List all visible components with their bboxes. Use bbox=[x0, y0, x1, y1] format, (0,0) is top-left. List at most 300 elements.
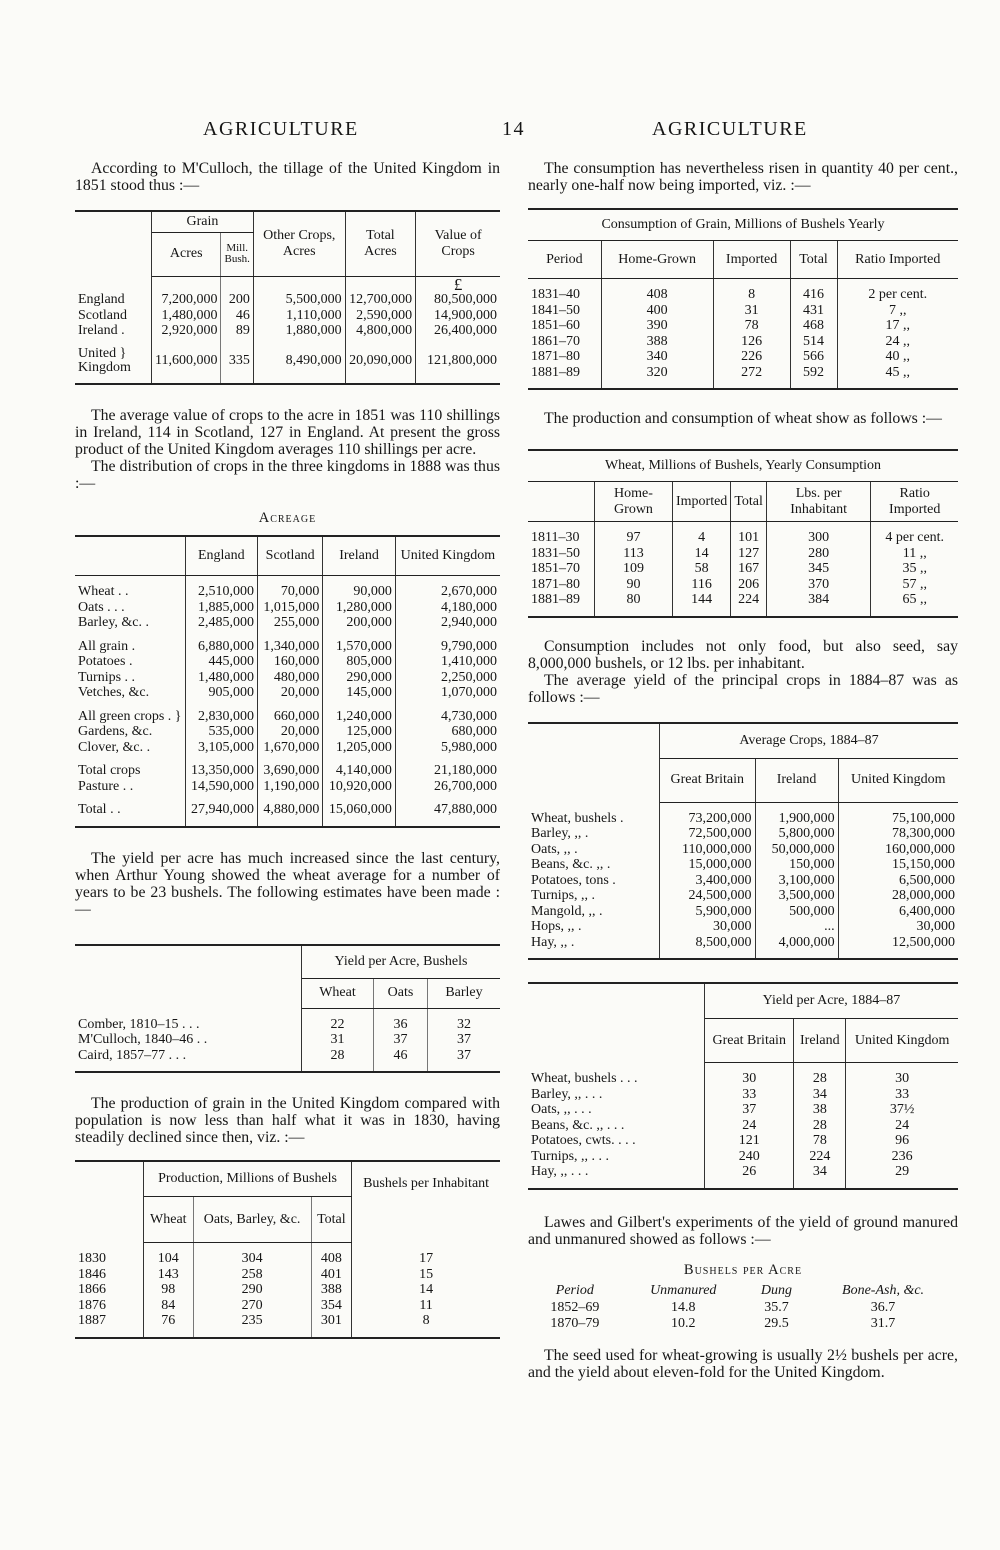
acreage-value: 4,180,000 bbox=[441, 599, 497, 615]
average-crops-value: 3,400,000 bbox=[660, 873, 756, 889]
wheat-row bbox=[528, 530, 958, 546]
tillage-uk-row: United } Kingdom 11,600,000 335 8,490,000 20,090,000 121,800,000 bbox=[75, 347, 500, 375]
acreage-value: 2,940,000 bbox=[441, 615, 497, 630]
wheat-value: 65 ,, bbox=[902, 592, 927, 607]
lawes-value: 10.2 bbox=[671, 1315, 696, 1331]
row-label: Caird, 1857–77 . . . bbox=[75, 1048, 302, 1064]
uk-value: 121,800,000 bbox=[427, 352, 497, 368]
consumption-value: 45 ,, bbox=[885, 364, 910, 380]
acreage-value: 535,000 bbox=[185, 724, 258, 740]
acreage-value: 1,340,000 bbox=[258, 639, 323, 655]
wheat-value: 90 bbox=[595, 577, 673, 593]
year-cell: 1887 bbox=[75, 1313, 144, 1329]
acreage-header-scotland: Scotland bbox=[258, 536, 323, 576]
production-value: 408 bbox=[311, 1251, 352, 1267]
period-cell: 1871–80 bbox=[528, 577, 595, 593]
running-header-right: AGRICULTURE bbox=[652, 118, 808, 140]
acreage-value: 905,000 bbox=[185, 685, 258, 701]
average-crops-value: 28,000,000 bbox=[892, 888, 955, 903]
mill-bush-cell: 46 bbox=[221, 308, 253, 324]
uk-label-2: Kingdom bbox=[78, 359, 131, 375]
production-value: 98 bbox=[144, 1282, 194, 1298]
production-value: 304 bbox=[193, 1251, 311, 1267]
average-crops-row bbox=[528, 888, 958, 904]
yield-acre-value: 28 bbox=[794, 1071, 846, 1087]
row-label: Beans, &c. ,, . . . bbox=[528, 1118, 705, 1134]
yield-acre-value: 34 bbox=[794, 1087, 846, 1103]
production-value: 235 bbox=[193, 1313, 311, 1329]
production-row bbox=[75, 1298, 500, 1314]
acreage-value: 4,880,000 bbox=[258, 802, 323, 818]
yield-value: 32 bbox=[456, 1016, 471, 1032]
wheat-row bbox=[528, 577, 958, 593]
other-crops-header: Other Crops, Acres bbox=[253, 211, 345, 276]
lawes-value: 31.7 bbox=[870, 1315, 896, 1331]
wheat-value: 4 bbox=[672, 530, 730, 546]
yield-acre-table bbox=[528, 982, 958, 1190]
row-label: Potatoes . bbox=[75, 654, 185, 670]
row-label: Potatoes, tons . bbox=[528, 873, 660, 889]
acreage-value: 20,000 bbox=[258, 685, 323, 701]
acreage-value: 2,510,000 bbox=[185, 584, 258, 600]
acreage-row bbox=[75, 763, 500, 779]
yield-acre-value: 29 bbox=[895, 1164, 910, 1179]
consumption-header-ratio: Ratio Imported bbox=[837, 241, 958, 279]
lawes-row bbox=[528, 1316, 958, 1332]
wheat-value: 280 bbox=[766, 546, 871, 562]
acreage-value: 4,730,000 bbox=[441, 708, 497, 724]
row-label: Hay, ,, . . . bbox=[528, 1164, 705, 1180]
average-yield-paragraph: The average yield of the principal crops in 1884–87 was as follows :— bbox=[528, 671, 958, 706]
consumption-value: 78 bbox=[713, 318, 790, 334]
average-crops-row bbox=[528, 826, 958, 842]
consumption-header-home: Home-Grown bbox=[601, 241, 713, 279]
lawes-header-unmanured: Unmanured bbox=[650, 1282, 717, 1298]
average-crops-value: 75,100,000 bbox=[892, 810, 955, 826]
consumption-value: 400 bbox=[601, 303, 713, 319]
production-value: 401 bbox=[311, 1267, 352, 1283]
average-crops-value: 3,500,000 bbox=[755, 888, 838, 904]
consumption-value: 126 bbox=[713, 334, 790, 350]
acreage-header-uk: United Kingdom bbox=[395, 536, 500, 576]
yield-acre-row bbox=[528, 1071, 958, 1087]
average-crops-value: 1,900,000 bbox=[755, 811, 838, 827]
row-label: All grain . bbox=[75, 639, 185, 655]
yield-acre-row bbox=[528, 1102, 958, 1118]
wheat-value: 14 bbox=[672, 546, 730, 562]
average-crops-value: 4,000,000 bbox=[755, 935, 838, 951]
row-label: Barley, ,, . . . bbox=[528, 1087, 705, 1103]
consumption-table bbox=[528, 208, 958, 390]
mill-bush-cell: 200 bbox=[221, 292, 253, 308]
average-crops-value: 6,400,000 bbox=[899, 903, 955, 919]
average-crops-row bbox=[528, 873, 958, 889]
yield-acre-header-gb: Great Britain bbox=[705, 1019, 794, 1063]
bushels-per-inhabitant-header: Bushels per Inhabitant bbox=[363, 1176, 490, 1191]
acreage-row bbox=[75, 584, 500, 600]
value-header: Value of Crops bbox=[416, 211, 500, 276]
tillage-row bbox=[75, 308, 500, 324]
mill-bush-header: Mill. Bush. bbox=[221, 232, 253, 276]
yield-value: 37 bbox=[456, 1047, 471, 1063]
acreage-value: 255,000 bbox=[258, 615, 323, 631]
production-row bbox=[75, 1313, 500, 1329]
yield-estimate-row bbox=[75, 1048, 500, 1064]
acreage-value: 125,000 bbox=[323, 724, 396, 740]
wheat-value: 101 bbox=[731, 530, 767, 546]
value-cell: 14,900,000 bbox=[434, 307, 497, 323]
acreage-value: 3,105,000 bbox=[185, 740, 258, 756]
consumption-row bbox=[528, 287, 958, 303]
production-value: 104 bbox=[144, 1251, 194, 1267]
production-table bbox=[75, 1160, 500, 1339]
total-acres-cell: 2,590,000 bbox=[345, 308, 416, 324]
consumption-value: 416 bbox=[790, 287, 837, 303]
wheat-header-home: Home-Grown bbox=[595, 482, 673, 522]
yield-acre-row bbox=[528, 1118, 958, 1134]
acreage-value: 160,000 bbox=[258, 654, 323, 670]
row-label: Turnips, ,, . . . bbox=[528, 1149, 705, 1165]
yield-acre-value: 96 bbox=[895, 1133, 910, 1148]
acreage-value: 6,880,000 bbox=[185, 639, 258, 655]
yield-acre-value: 37½ bbox=[889, 1102, 915, 1117]
acreage-value: 15,060,000 bbox=[323, 802, 396, 818]
yield-value: 36 bbox=[373, 1017, 427, 1033]
tillage-row bbox=[75, 323, 500, 339]
other-crops-cell: 1,110,000 bbox=[253, 308, 345, 324]
row-label: Total . . bbox=[75, 802, 185, 818]
acreage-row bbox=[75, 615, 500, 631]
total-acres-cell: 4,800,000 bbox=[345, 323, 416, 339]
row-label: England bbox=[75, 292, 152, 308]
acreage-value: 10,920,000 bbox=[323, 779, 396, 795]
wheat-header-total: Total bbox=[731, 482, 767, 522]
average-crops-value: 5,800,000 bbox=[755, 826, 838, 842]
other-crops-cell: 5,500,000 bbox=[253, 292, 345, 308]
consumption-caption: Consumption of Grain, Millions of Bushels Yearly bbox=[528, 209, 958, 241]
production-value: 14 bbox=[419, 1282, 434, 1297]
mill-bush-cell: 89 bbox=[221, 323, 253, 339]
consumption-value: 390 bbox=[601, 318, 713, 334]
consumption-header-period: Period bbox=[528, 241, 601, 279]
value-cell: 80,500,000 bbox=[434, 292, 497, 307]
acreage-value: 4,140,000 bbox=[323, 763, 396, 779]
average-crops-value: 24,500,000 bbox=[660, 888, 756, 904]
acreage-value: 1,885,000 bbox=[185, 600, 258, 616]
acreage-value: 9,790,000 bbox=[441, 638, 497, 654]
consumption-value: 431 bbox=[790, 303, 837, 319]
period-cell: 1871–80 bbox=[528, 349, 601, 365]
acreage-value: 290,000 bbox=[323, 670, 396, 686]
lawes-value: 29.5 bbox=[764, 1315, 789, 1331]
production-value: 290 bbox=[193, 1282, 311, 1298]
production-caption: Production, Millions of Bushels bbox=[144, 1161, 352, 1197]
wheat-value: 384 bbox=[766, 592, 871, 608]
period-cell: 1881–89 bbox=[528, 592, 595, 608]
consumption-value: 388 bbox=[601, 334, 713, 350]
yield-acre-value: 30 bbox=[895, 1071, 910, 1086]
production-value: 8 bbox=[422, 1313, 430, 1328]
production-header-wheat: Wheat bbox=[144, 1197, 194, 1243]
acreage-value: 21,180,000 bbox=[434, 763, 497, 778]
average-crops-value: 30,000 bbox=[916, 919, 955, 934]
average-crops-row bbox=[528, 857, 958, 873]
acreage-value: 1,205,000 bbox=[323, 740, 396, 756]
row-label: Potatoes, cwts. . . . bbox=[528, 1133, 705, 1149]
acreage-value: 2,250,000 bbox=[441, 669, 497, 685]
lawes-caption: Bushels per Acre bbox=[683, 1261, 803, 1278]
acreage-header-england: England bbox=[185, 536, 258, 576]
acreage-value: 660,000 bbox=[258, 709, 323, 725]
yield-acre-value: 34 bbox=[794, 1164, 846, 1180]
acreage-value: 200,000 bbox=[323, 615, 396, 631]
acreage-value: 13,350,000 bbox=[185, 763, 258, 779]
acreage-value: 145,000 bbox=[323, 685, 396, 701]
wheat-value: 127 bbox=[731, 546, 767, 562]
acreage-value: 1,240,000 bbox=[323, 709, 396, 725]
acreage-value: 480,000 bbox=[258, 670, 323, 686]
row-label: Comber, 1810–15 . . . bbox=[75, 1017, 302, 1033]
acreage-value: 1,015,000 bbox=[258, 600, 323, 616]
row-label: M'Culloch, 1840–46 . . bbox=[75, 1032, 302, 1048]
yield-value: 22 bbox=[302, 1017, 374, 1033]
production-paragraph: The production of grain in the United Kingdom compared with population is now less than half what it was in 1830, having steadily declined since then, viz. :— bbox=[75, 1095, 500, 1146]
row-label: Turnips . . bbox=[75, 670, 185, 686]
acreage-value: 14,590,000 bbox=[185, 779, 258, 795]
yield-acre-value: 24 bbox=[895, 1117, 910, 1133]
lawes-header-dung: Dung bbox=[760, 1282, 793, 1298]
row-label: Clover, &c. . bbox=[75, 740, 185, 756]
consumption-intro: The consumption has nevertheless risen in quantity 40 per cent., nearly one-half now being imported, viz. :— bbox=[528, 160, 958, 194]
average-crops-value: 160,000,000 bbox=[885, 841, 955, 857]
consumption-header-total: Total bbox=[790, 241, 837, 279]
wheat-table bbox=[528, 449, 958, 618]
production-value: 354 bbox=[311, 1298, 352, 1314]
uk-label-1: United bbox=[78, 345, 117, 361]
average-crops-value: 3,100,000 bbox=[755, 873, 838, 889]
pound-sign: £ bbox=[453, 274, 463, 294]
period-cell: 1811–30 bbox=[528, 530, 595, 546]
lawes-header-period: Period bbox=[555, 1282, 594, 1298]
acreage-value: 5,980,000 bbox=[441, 739, 497, 755]
acreage-value: 2,485,000 bbox=[185, 615, 258, 631]
yield-value: 46 bbox=[373, 1048, 427, 1064]
consumption-value: 592 bbox=[790, 365, 837, 381]
yield-acre-value: 38 bbox=[794, 1102, 846, 1118]
yield-increase-paragraph: The yield per acre has much increased since the last century, when Arthur Young showed the wheat average for a number of years to be 23 bushels. The following estimates have been made :— bbox=[75, 849, 500, 918]
seed-paragraph: The seed used for wheat-growing is usually 2½ bushels per acre, and the yield about eleven-fold for the United Kingdom. bbox=[528, 1347, 958, 1381]
acreage-value: 1,410,000 bbox=[441, 654, 497, 669]
left-column bbox=[75, 160, 500, 1339]
uk-total: 20,090,000 bbox=[345, 347, 416, 375]
acreage-value: 70,000 bbox=[258, 584, 323, 600]
acreage-value: 2,670,000 bbox=[441, 584, 497, 599]
period-cell: 1841–50 bbox=[528, 303, 601, 319]
average-crops-value: 150,000 bbox=[755, 857, 838, 873]
yield-acre-header-uk: United Kingdom bbox=[846, 1019, 958, 1063]
row-label: All green crops . } bbox=[75, 709, 185, 725]
consumption-value: 468 bbox=[790, 318, 837, 334]
lawes-value: 14.8 bbox=[671, 1300, 696, 1315]
yield-value: 28 bbox=[302, 1048, 374, 1064]
row-label: Wheat, bushels . . . bbox=[528, 1071, 705, 1087]
acreage-value: 1,190,000 bbox=[258, 779, 323, 795]
yield-header-wheat: Wheat bbox=[302, 978, 374, 1008]
lawes-value: 35.7 bbox=[764, 1300, 789, 1315]
yield-acre-row bbox=[528, 1087, 958, 1103]
yield-value: 31 bbox=[302, 1032, 374, 1048]
acreage-row bbox=[75, 724, 500, 740]
row-label: Vetches, &c. bbox=[75, 685, 185, 701]
acreage-value: 26,700,000 bbox=[434, 778, 497, 794]
consumption-row bbox=[528, 318, 958, 334]
acreage-header-ireland: Ireland bbox=[323, 536, 396, 576]
average-crops-table bbox=[528, 722, 958, 961]
row-label: Barley, ,, . bbox=[528, 826, 660, 842]
wheat-value: 116 bbox=[672, 577, 730, 593]
lawes-value: 36.7 bbox=[870, 1300, 896, 1315]
lawes-value: 1870–79 bbox=[550, 1315, 600, 1331]
year-cell: 1846 bbox=[75, 1267, 144, 1283]
consumption-value: 17 ,, bbox=[885, 318, 910, 333]
wheat-header-imported: Imported bbox=[672, 482, 730, 522]
yield-acre-row bbox=[528, 1133, 958, 1149]
production-row bbox=[75, 1251, 500, 1267]
average-crops-caption: Average Crops, 1884–87 bbox=[660, 723, 959, 759]
average-crops-value: 6,500,000 bbox=[899, 872, 955, 888]
uk-mill: 335 bbox=[221, 347, 253, 375]
yield-estimates-table bbox=[75, 944, 500, 1074]
acreage-row bbox=[75, 639, 500, 655]
wheat-row bbox=[528, 561, 958, 577]
production-header-total: Total bbox=[311, 1197, 352, 1243]
row-label: Ireland . bbox=[75, 323, 152, 339]
wheat-header-ratio: Ratio Imported bbox=[871, 482, 958, 522]
avg-header-gb: Great Britain bbox=[660, 758, 756, 802]
consumption-row bbox=[528, 365, 958, 381]
average-crops-value: 30,000 bbox=[660, 919, 756, 935]
acreage-caption: Acreage bbox=[258, 509, 317, 526]
wheat-value: 11 ,, bbox=[902, 545, 927, 561]
yield-value: 37 bbox=[456, 1032, 471, 1047]
wheat-header-lbs: Lbs. per Inhabitant bbox=[766, 482, 871, 522]
row-label: Oats, ,, . . . bbox=[528, 1102, 705, 1118]
wheat-value: 80 bbox=[595, 592, 673, 608]
wheat-value: 109 bbox=[595, 561, 673, 577]
acreage-row bbox=[75, 779, 500, 795]
consumption-value: 340 bbox=[601, 349, 713, 365]
row-label: Pasture . . bbox=[75, 779, 185, 795]
yield-acre-caption: Yield per Acre, 1884–87 bbox=[705, 983, 959, 1019]
distribution-paragraph: The distribution of crops in the three kingdoms in 1888 was thus :— bbox=[75, 457, 500, 492]
consumption-value: 566 bbox=[790, 349, 837, 365]
yield-value: 37 bbox=[373, 1032, 427, 1048]
period-cell: 1851–70 bbox=[528, 561, 595, 577]
acres-cell: 1,480,000 bbox=[152, 308, 221, 324]
consumption-value: 24 ,, bbox=[885, 333, 910, 349]
year-cell: 1866 bbox=[75, 1282, 144, 1298]
production-value: 11 bbox=[419, 1297, 433, 1313]
acreage-row bbox=[75, 654, 500, 670]
consumption-header-imported: Imported bbox=[713, 241, 790, 279]
acreage-value: 90,000 bbox=[323, 584, 396, 600]
row-label: Total crops bbox=[75, 763, 185, 779]
acreage-row bbox=[75, 670, 500, 686]
row-label: Beans, &c. ,, . bbox=[528, 857, 660, 873]
acres-cell: 2,920,000 bbox=[152, 323, 221, 339]
production-value: 76 bbox=[144, 1313, 194, 1329]
yield-acre-value: 78 bbox=[794, 1133, 846, 1149]
average-crops-row bbox=[528, 904, 958, 920]
yield-acre-value: 24 bbox=[705, 1118, 794, 1134]
wheat-value: 97 bbox=[595, 530, 673, 546]
consumption-value: 226 bbox=[713, 349, 790, 365]
acreage-value: 1,280,000 bbox=[323, 600, 396, 616]
average-crops-value: 15,150,000 bbox=[892, 857, 955, 872]
other-crops-cell: 1,880,000 bbox=[253, 323, 345, 339]
average-crops-value: 50,000,000 bbox=[755, 842, 838, 858]
uk-acres: 11,600,000 bbox=[152, 347, 221, 375]
wheat-value: 167 bbox=[731, 561, 767, 577]
row-label: Oats . . . bbox=[75, 600, 185, 616]
acreage-value: 1,670,000 bbox=[258, 740, 323, 756]
wheat-row bbox=[528, 592, 958, 608]
row-label: Wheat . . bbox=[75, 584, 185, 600]
production-row bbox=[75, 1267, 500, 1283]
acreage-value: 680,000 bbox=[451, 724, 497, 739]
row-label: Turnips, ,, . bbox=[528, 888, 660, 904]
tillage-table bbox=[75, 210, 500, 385]
yield-acre-value: 33 bbox=[895, 1086, 910, 1102]
acreage-value: 1,570,000 bbox=[323, 639, 396, 655]
yield-acre-row bbox=[528, 1149, 958, 1165]
yield-acre-value: 26 bbox=[705, 1164, 794, 1180]
average-crops-value: 72,500,000 bbox=[660, 826, 756, 842]
seed-consumption-paragraph: Consumption includes not only food, but also seed, say 8,000,000 bushels, or 12 lbs. per inhabitant. bbox=[528, 637, 958, 672]
period-cell: 1831–40 bbox=[528, 287, 601, 303]
period-cell: 1831–50 bbox=[528, 546, 595, 562]
row-label: Gardens, &c. bbox=[75, 724, 185, 740]
wheat-caption: Wheat, Millions of Bushels, Yearly Consumption bbox=[528, 450, 958, 482]
wheat-value: 370 bbox=[766, 577, 871, 593]
production-value: 258 bbox=[193, 1267, 311, 1283]
production-value: 270 bbox=[193, 1298, 311, 1314]
page-number: 14 bbox=[502, 118, 525, 140]
consumption-value: 7 ,, bbox=[889, 302, 907, 318]
wheat-value: 57 ,, bbox=[902, 576, 927, 592]
yield-estimate-row bbox=[75, 1032, 500, 1048]
lawes-header-bone-ash: Bone-Ash, &c. bbox=[842, 1282, 925, 1298]
consumption-row bbox=[528, 303, 958, 319]
row-label: Mangold, ,, . bbox=[528, 904, 660, 920]
row-label: Hops, ,, . bbox=[528, 919, 660, 935]
wheat-value: 4 per cent. bbox=[885, 530, 945, 545]
acreage-value: 805,000 bbox=[323, 654, 396, 670]
consumption-value: 320 bbox=[601, 365, 713, 381]
consumption-value: 514 bbox=[790, 334, 837, 350]
average-crops-row bbox=[528, 811, 958, 827]
average-crops-value: 500,000 bbox=[755, 904, 838, 920]
tillage-intro: According to M'Culloch, the tillage of the United Kingdom in 1851 stood thus :— bbox=[75, 160, 500, 194]
lawes-table bbox=[528, 1281, 958, 1332]
acreage-value: 3,690,000 bbox=[258, 763, 323, 779]
value-cell: 26,400,000 bbox=[434, 323, 497, 338]
average-crops-row bbox=[528, 935, 958, 951]
row-label: Scotland bbox=[75, 308, 152, 324]
acres-header: Acres bbox=[152, 232, 221, 276]
average-crops-row bbox=[528, 919, 958, 935]
acreage-row bbox=[75, 685, 500, 701]
